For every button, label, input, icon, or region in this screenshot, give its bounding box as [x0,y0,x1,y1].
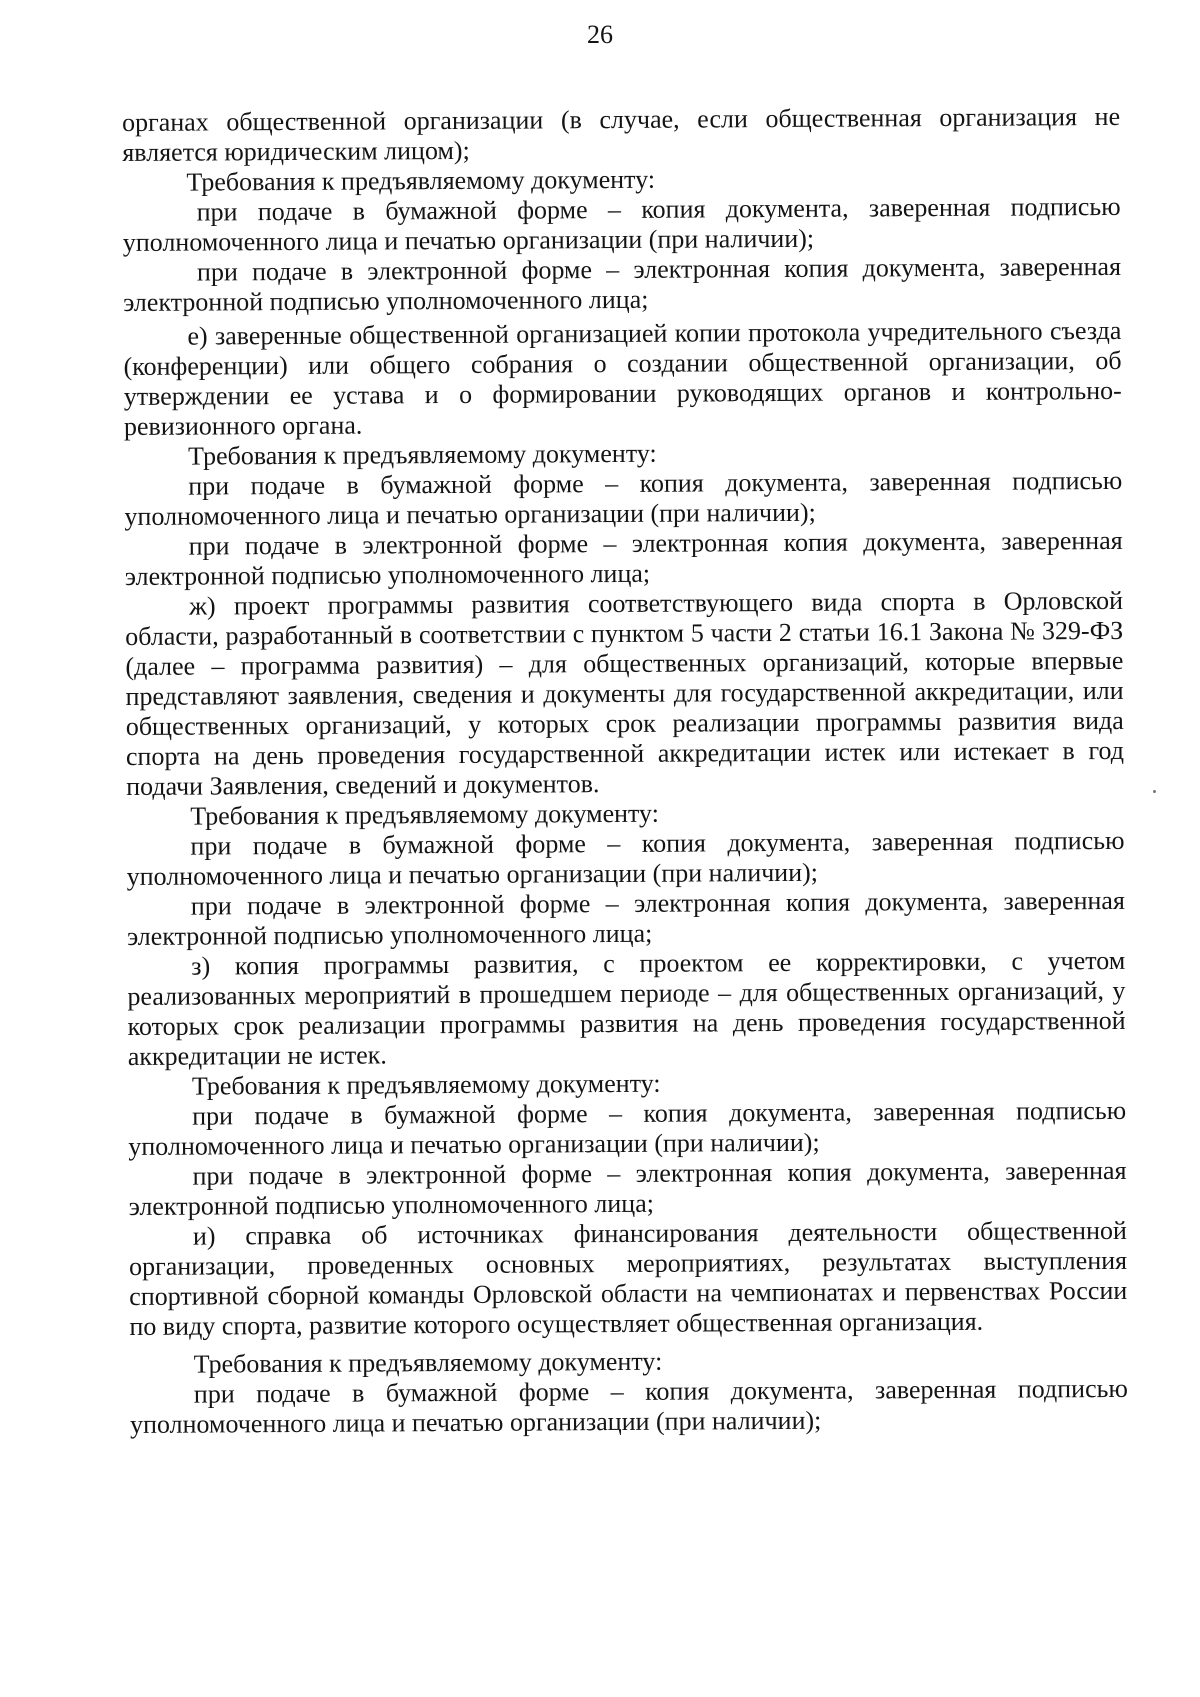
paragraph-continuation: органах общественной организации (в случае, если общественная организация не является юридическим лицом); [122,101,1121,167]
page-number: 26 [587,20,613,49]
paragraph-electronic-form: при подаче в электронной форме – электронная копия документа, заверенная электронной подписью уполномоченного лица; [123,251,1122,317]
paragraph-paper-form: при подаче в бумажной форме – копия документа, заверенная подписью уполномоченного лица и печатью организации (при наличии); [128,1095,1127,1161]
paragraph-item-z: з) копия программы развития, с проектом ее корректировки, с учетом реализованных мероприятий в прошедшем периоде – для общественных организаций, у которых срок реализации программы развития на день проведения государственной аккредитации не истек. [127,945,1126,1071]
paragraph-item-i: и) справка об источниках финансирования деятельности общественной организации, проведенных основных мероприятиях, результатах выступления спортивной сборной команды Орловской области на чемпионатах и первенствах России по виду спорта, развитие которого осуществляет общественная организация. [128,1215,1128,1341]
paragraph-requirements-heading: Требования к предъявляемому документу: [193,1346,663,1379]
paragraph-requirements-heading: Требования к предъявляемому документу: [186,164,656,197]
scan-speck [1153,790,1156,793]
document-body [122,102,1128,1440]
paragraph-electronic-form: при подаче в электронной форме – электронная копия документа, заверенная электронной подписью уполномоченного лица; [126,885,1125,951]
paragraph-electronic-form: при подаче в электронной форме – электронная копия документа, заверенная электронной подписью уполномоченного лица; [128,1155,1127,1221]
paragraph-paper-form: при подаче в бумажной форме – копия документа, заверенная подписью уполномоченного лица и печатью организации (при наличии); [124,465,1123,531]
paragraph-paper-form: при подаче в бумажной форме – копия документа, заверенная подписью уполномоченного лица и печатью организации (при наличии); [122,191,1121,257]
paragraph-electronic-form: при подаче в электронной форме – электронная копия документа, заверенная электронной подписью уполномоченного лица; [124,525,1123,591]
paragraph-requirements-heading: Требования к предъявляемому документу: [188,438,657,471]
paragraph-item-e: е) заверенные общественной организацией копии протокола учредительного съезда (конференции) или общего собрания о создании общественной организации, об утверждении ее устава и о формировании руководящих органов и контрольно-ревизионного органа. [123,315,1122,441]
paragraph-requirements-heading: Требования к предъявляемому документу: [191,1068,661,1101]
paragraph-requirements-heading: Требования к предъявляемому документу: [190,798,659,831]
paragraph-paper-form: при подаче в бумажной форме – копия документа, заверенная подписью уполномоченного лица и печатью организации (при наличии); [126,825,1125,891]
paragraph-paper-form: при подаче в бумажной форме – копия документа, заверенная подписью уполномоченного лица и печатью организации (при наличии); [129,1373,1128,1439]
paragraph-item-zh: ж) проект программы развития соответствующего вида спорта в Орловской области, разработанный в соответствии с пунктом 5 части 2 статьи 16.1 Закона № 329-ФЗ (далее – программа развития) – для общественных организаций, которые впервые представляют заявления, сведения и документы для государственной аккредитации, или общественных организаций, у которых срок реализации программы развития вида спорта на день проведения государственной аккредитации истек или истекает в год подачи Заявления, сведений и документов. [125,585,1125,801]
